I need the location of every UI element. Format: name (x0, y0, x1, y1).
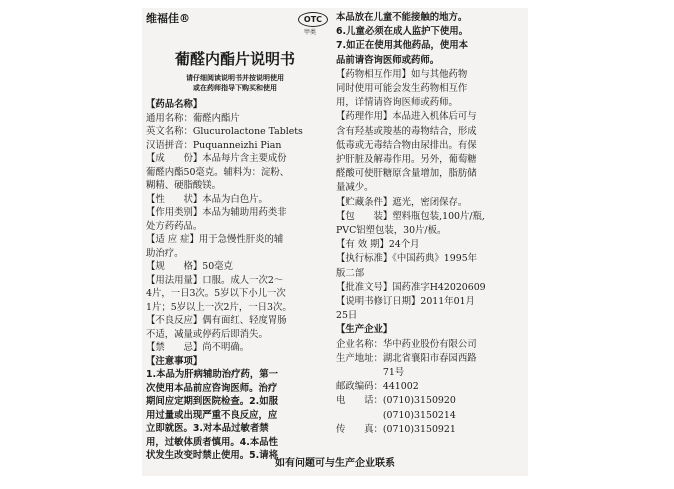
text-line: 立即就医。3.对本品过敏者禁 (146, 423, 269, 434)
text-line: 【药理作用】本品进入机体后可与 (336, 111, 477, 123)
text-line: 同时使用可能会发生药物相互作 (336, 83, 468, 94)
text-line: 助治疗。 (146, 247, 184, 259)
text-line: 处方药药品。 (146, 220, 203, 232)
text-line: 【性 状】本品为白色片。 (146, 193, 268, 205)
text-line: 【批准文号】国药准字H42020609 (336, 281, 486, 293)
text-line: 葡醛内酯50毫克。辅料为：淀粉、 (146, 166, 290, 178)
text-line: 【作用类别】本品为辅助用药类非 (146, 207, 287, 218)
text-line: 期间应定期到医院检查。2.如服 (146, 396, 278, 407)
text-line: 护肝脏及解毒作用。另外，葡萄糖 (336, 154, 477, 165)
text-line: 电 话：(0710)3150920 (336, 395, 456, 407)
text-line: 【规 格】50毫克 (146, 261, 233, 272)
text-line: 【药物相互作用】如与其他药物 (336, 68, 468, 80)
brand-name: 维福佳® (146, 12, 190, 25)
text-line: 4片，一日3次。5岁以下小儿一次 (146, 288, 286, 299)
text-line: 【生产企业】 (336, 324, 393, 336)
text-line: 邮政编码：441002 (336, 381, 419, 393)
text-line: 【执行标准】《中国药典》1995年 (336, 253, 478, 265)
text-line: 含有羟基或羧基的毒物结合，形成 (336, 125, 477, 137)
text-line: 【不良反应】偶有面红、轻度胃肠 (146, 315, 287, 326)
text-line: 7.如正在使用其他药品，使用本 (336, 40, 468, 52)
text-line: 【说明书修订日期】2011年01月 (336, 296, 475, 307)
text-line: 【贮藏条件】遮光，密闭保存。 (336, 196, 468, 208)
text-line: 【适 应 症】用于急慢性肝炎的辅 (146, 234, 284, 245)
text-line: 传 真：(0710)3150921 (336, 423, 456, 435)
text-line: 糊精、硬脂酸镁。 (146, 180, 222, 191)
text-line: 1.本品为肝病辅助治疗药，第一 (146, 369, 278, 380)
text-line: 用，过敏体质者慎用。4.本品性 (146, 436, 278, 448)
text-line: 量减少。 (336, 182, 374, 194)
text-line: 【药品名称】 (146, 99, 203, 110)
text-line: 英文名称：Glucurolactone Tablets (146, 126, 303, 137)
document-title: 葡醛内酯片说明书 (174, 50, 295, 68)
text-line: 不适，减量或停药后即消失。 (146, 328, 268, 340)
text-line: 【包 装】塑料瓶包装,100片/瓶, (336, 210, 485, 222)
text-line: 【有 效 期】24个月 (336, 239, 420, 251)
contact-footer: 如有问题可与生产企业联系 (275, 458, 395, 469)
text-line: 【用法用量】口服。成人一次2～ (146, 274, 284, 286)
otc-badge: OTC (298, 12, 328, 27)
text-line: PVC铝塑包装，30片/板。 (336, 225, 447, 236)
text-line: 低毒或无毒结合物由尿排出。有保 (336, 139, 477, 151)
text-line: 汉语拼音：Puquanneizhi Pian (146, 139, 282, 151)
text-line: 【禁 忌】尚不明确。 (146, 342, 250, 353)
otc-class: 甲类 (304, 29, 317, 36)
text-line: 品前请咨询医师或药师。 (336, 54, 440, 66)
usage-notice-1: 请仔细阅读说明书并按说明使用 (186, 74, 284, 82)
text-line: 用过量或出现严重不良反应，应 (146, 409, 278, 421)
text-line: 通用名称：葡醛内酯片 (146, 112, 240, 124)
text-line: 企业名称：华中药业股份有限公司 (336, 338, 477, 350)
text-line: 用，详情请咨询医师或药师。 (336, 97, 458, 109)
text-line: 版二部 (336, 267, 365, 279)
text-line: 状发生改变时禁止使用。5.请将 (146, 450, 278, 461)
text-line: (0710)3150214 (336, 409, 456, 421)
text-line: 1片；5岁以上一次2片，一日3次。 (146, 301, 292, 313)
text-line: 【注意事项】 (146, 355, 203, 367)
text-line: 25日 (336, 310, 358, 322)
usage-notice-2: 或在药师指导下购买和使用 (193, 84, 277, 92)
text-line: 生产地址：湖北省襄阳市春园西路 (336, 352, 477, 364)
text-line: 71号 (336, 367, 405, 378)
text-line: 醛酸可使肝糖原含量增加，脂肪储 (336, 168, 477, 180)
text-line: 次使用本品前应咨询医师。治疗 (146, 382, 278, 394)
text-line: 【成 份】本品每片含主要成份 (146, 153, 287, 164)
text-line: 本品放在儿童不能接触的地方。 (336, 12, 468, 23)
text-line: 6.儿童必须在成人监护下使用。 (336, 26, 468, 38)
drug-leaflet (142, 8, 528, 476)
